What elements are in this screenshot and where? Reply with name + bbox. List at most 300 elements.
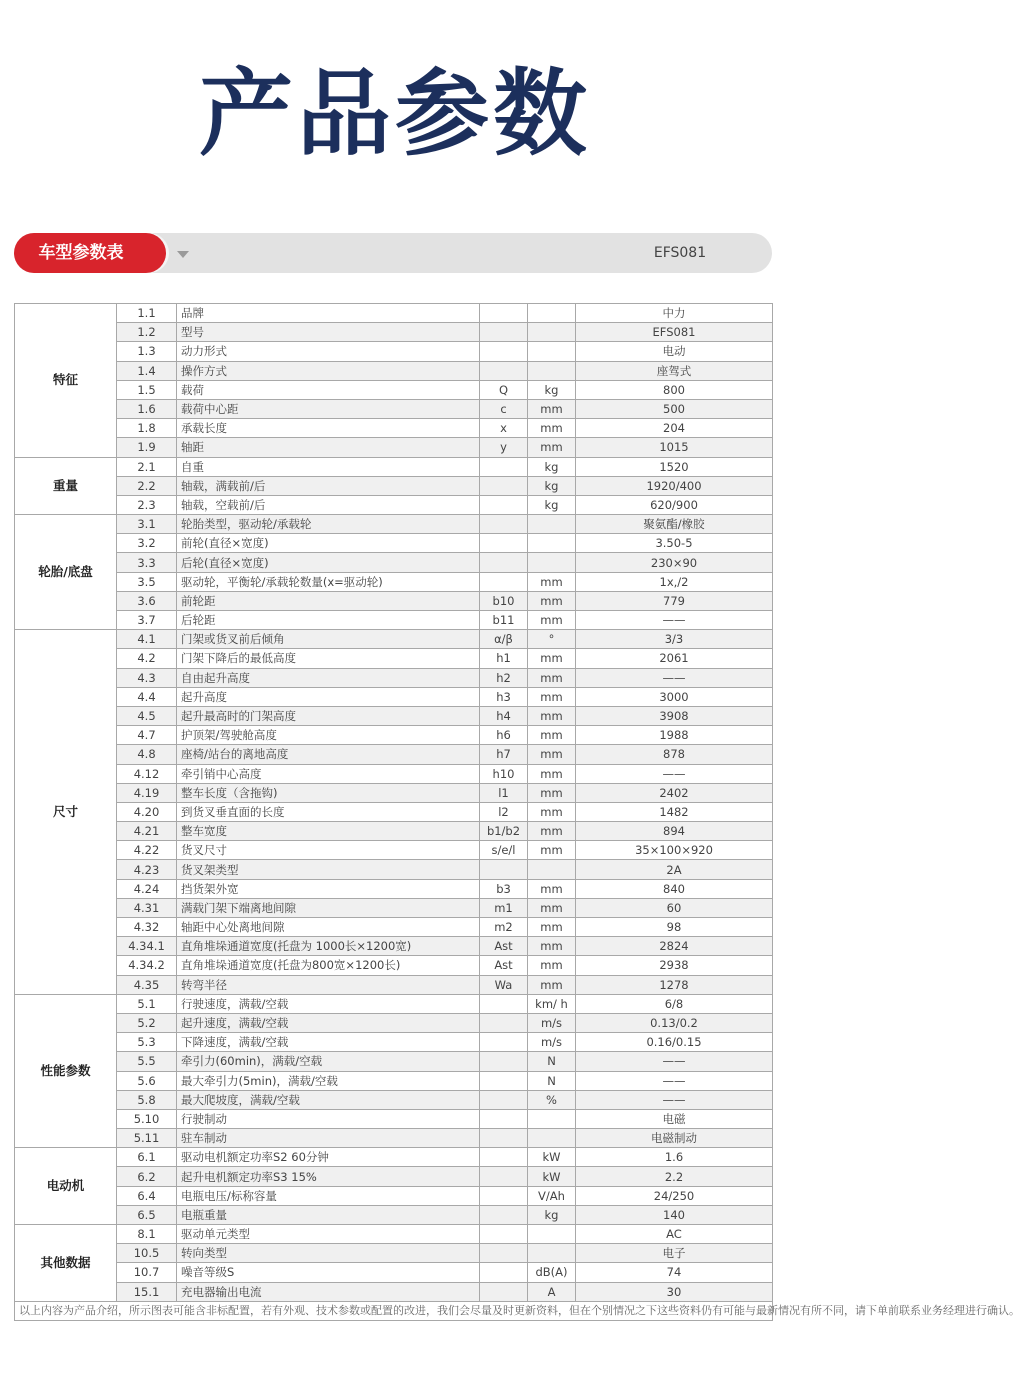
unit-cell: kg [528,476,576,495]
symbol-cell [480,860,528,879]
symbol-cell: Ast [480,937,528,956]
item-name-cell: 充电器输出电流 [177,1282,480,1301]
symbol-cell: y [480,438,528,457]
value-cell: 1.6 [576,1148,773,1167]
unit-cell: kg [528,457,576,476]
item-name-cell: 电瓶电压/标称容量 [177,1186,480,1205]
row-number-cell: 4.2 [117,649,177,668]
table-row [15,1090,773,1109]
value-cell: 1015 [576,438,773,457]
unit-cell [528,323,576,342]
unit-cell: mm [528,687,576,706]
value-cell: 2402 [576,783,773,802]
symbol-cell [480,1129,528,1148]
value-cell: 电磁制动 [576,1129,773,1148]
unit-cell: N [528,1071,576,1090]
symbol-cell [480,1052,528,1071]
item-name-cell: 货叉尺寸 [177,841,480,860]
table-row [15,649,773,668]
value-cell: 2A [576,860,773,879]
symbol-cell: Q [480,380,528,399]
item-name-cell: 挡货架外宽 [177,879,480,898]
value-cell: 60 [576,898,773,917]
symbol-cell: b3 [480,879,528,898]
table-row [15,1052,773,1071]
value-cell: 840 [576,879,773,898]
row-number-cell: 4.22 [117,841,177,860]
symbol-cell [480,1282,528,1301]
unit-cell: ° [528,630,576,649]
unit-cell [528,515,576,534]
item-name-cell: 轴载，满载前/后 [177,476,480,495]
table-row [15,706,773,725]
item-name-cell: 轴载，空载前/后 [177,495,480,514]
value-cell: EFS081 [576,323,773,342]
table-row [15,822,773,841]
unit-cell: mm [528,975,576,994]
value-cell: 878 [576,745,773,764]
item-name-cell: 前轮(直径×宽度) [177,534,480,553]
symbol-cell [480,1033,528,1052]
unit-cell: km/ h [528,994,576,1013]
unit-cell [528,1244,576,1263]
table-row [15,1301,773,1320]
table-row [15,572,773,591]
unit-cell: kW [528,1148,576,1167]
row-number-cell: 5.10 [117,1109,177,1128]
table-row [15,1282,773,1301]
symbol-cell [480,1167,528,1186]
row-number-cell: 4.34.1 [117,937,177,956]
row-number-cell: 4.34.2 [117,956,177,975]
table-row [15,323,773,342]
table-row [15,304,773,323]
row-number-cell: 1.6 [117,399,177,418]
unit-cell: % [528,1090,576,1109]
row-number-cell: 4.21 [117,822,177,841]
item-name-cell: 自重 [177,457,480,476]
table-row [15,745,773,764]
item-name-cell: 最大牵引力(5min)，满载/空载 [177,1071,480,1090]
item-name-cell: 驱动单元类型 [177,1225,480,1244]
unit-cell [528,1225,576,1244]
value-cell: 电子 [576,1244,773,1263]
unit-cell: mm [528,956,576,975]
row-number-cell: 15.1 [117,1282,177,1301]
unit-cell: mm [528,572,576,591]
unit-cell: kg [528,1205,576,1224]
table-row [15,419,773,438]
value-cell: 24/250 [576,1186,773,1205]
value-cell: 1520 [576,457,773,476]
item-name-cell: 行驶制动 [177,1109,480,1128]
item-name-cell: 动力形式 [177,342,480,361]
item-name-cell: 起升最高时的门架高度 [177,706,480,725]
unit-cell: m/s [528,1013,576,1032]
category-cell: 其他数据 [15,1225,117,1302]
unit-cell [528,553,576,572]
value-cell: 2824 [576,937,773,956]
table-row [15,898,773,917]
symbol-cell [480,994,528,1013]
table-row [15,956,773,975]
item-name-cell: 起升高度 [177,687,480,706]
unit-cell [528,1109,576,1128]
item-name-cell: 轮胎类型，驱动轮/承载轮 [177,515,480,534]
symbol-cell [480,1148,528,1167]
row-number-cell: 4.5 [117,706,177,725]
unit-cell [528,361,576,380]
table-row [15,630,773,649]
value-cell: 30 [576,1282,773,1301]
symbol-cell [480,1225,528,1244]
value-cell: 1482 [576,802,773,821]
table-row [15,476,773,495]
symbol-cell: b1/b2 [480,822,528,841]
value-cell: 140 [576,1205,773,1224]
symbol-cell: x [480,419,528,438]
unit-cell: mm [528,438,576,457]
item-name-cell: 整车长度（含拖钩) [177,783,480,802]
unit-cell [528,304,576,323]
table-row [15,668,773,687]
unit-cell [528,534,576,553]
row-number-cell: 2.2 [117,476,177,495]
unit-cell: mm [528,611,576,630]
row-number-cell: 5.8 [117,1090,177,1109]
unit-cell: mm [528,802,576,821]
item-name-cell: 后轮距 [177,611,480,630]
item-name-cell: 品牌 [177,304,480,323]
table-row [15,438,773,457]
value-cell: 中力 [576,304,773,323]
value-cell: 3908 [576,706,773,725]
category-cell: 尺寸 [15,630,117,995]
row-number-cell: 6.4 [117,1186,177,1205]
value-cell: 500 [576,399,773,418]
row-number-cell: 4.20 [117,802,177,821]
value-cell: 3000 [576,687,773,706]
symbol-cell: h7 [480,745,528,764]
value-cell: 聚氨酯/橡胶 [576,515,773,534]
row-number-cell: 4.31 [117,898,177,917]
unit-cell: mm [528,783,576,802]
item-name-cell: 最大爬坡度，满载/空载 [177,1090,480,1109]
symbol-cell: m2 [480,918,528,937]
value-cell: 0.16/0.15 [576,1033,773,1052]
table-row [15,764,773,783]
unit-cell: dB(A) [528,1263,576,1282]
symbol-cell [480,534,528,553]
row-number-cell: 3.5 [117,572,177,591]
table-row [15,361,773,380]
item-name-cell: 承载长度 [177,419,480,438]
symbol-cell [480,457,528,476]
row-number-cell: 3.3 [117,553,177,572]
table-row [15,515,773,534]
symbol-cell [480,1263,528,1282]
unit-cell: kg [528,495,576,514]
value-cell: —— [576,611,773,630]
spec-header-label: 车型参数表 [14,233,166,273]
symbol-cell [480,1186,528,1205]
unit-cell: mm [528,841,576,860]
table-row [15,1109,773,1128]
table-row [15,918,773,937]
item-name-cell: 起升电机额定功率S3 15% [177,1167,480,1186]
table-row [15,399,773,418]
unit-cell: mm [528,419,576,438]
row-number-cell: 3.6 [117,591,177,610]
unit-cell: kg [528,380,576,399]
unit-cell: mm [528,649,576,668]
value-cell: 1920/400 [576,476,773,495]
symbol-cell: h10 [480,764,528,783]
row-number-cell: 1.4 [117,361,177,380]
symbol-cell: m1 [480,898,528,917]
row-number-cell: 5.1 [117,994,177,1013]
item-name-cell: 轴距中心处离地间隙 [177,918,480,937]
row-number-cell: 4.23 [117,860,177,879]
row-number-cell: 4.32 [117,918,177,937]
value-cell: 894 [576,822,773,841]
unit-cell [528,860,576,879]
table-row [15,1167,773,1186]
row-number-cell: 8.1 [117,1225,177,1244]
table-row [15,1013,773,1032]
value-cell: 74 [576,1263,773,1282]
table-row [15,687,773,706]
unit-cell: mm [528,668,576,687]
item-name-cell: 到货叉垂直面的长度 [177,802,480,821]
item-name-cell: 噪音等级S [177,1263,480,1282]
table-row [15,380,773,399]
row-number-cell: 3.7 [117,611,177,630]
symbol-cell: l1 [480,783,528,802]
symbol-cell [480,1205,528,1224]
item-name-cell: 整车宽度 [177,822,480,841]
value-cell: 620/900 [576,495,773,514]
symbol-cell: Ast [480,956,528,975]
row-number-cell: 5.2 [117,1013,177,1032]
item-name-cell: 型号 [177,323,480,342]
table-row [15,1071,773,1090]
symbol-cell: h1 [480,649,528,668]
value-cell: 6/8 [576,994,773,1013]
table-row [15,611,773,630]
symbol-cell [480,476,528,495]
unit-cell: V/Ah [528,1186,576,1205]
symbol-cell: α/β [480,630,528,649]
symbol-cell [480,1071,528,1090]
value-cell: 1988 [576,726,773,745]
unit-cell: mm [528,745,576,764]
symbol-cell [480,323,528,342]
row-number-cell: 1.3 [117,342,177,361]
item-name-cell: 自由起升高度 [177,668,480,687]
row-number-cell: 5.5 [117,1052,177,1071]
value-cell: 0.13/0.2 [576,1013,773,1032]
table-row [15,841,773,860]
category-cell: 重量 [15,457,117,515]
table-row [15,994,773,1013]
table-row [15,457,773,476]
row-number-cell: 3.2 [117,534,177,553]
table-row [15,591,773,610]
row-number-cell: 5.6 [117,1071,177,1090]
row-number-cell: 4.12 [117,764,177,783]
symbol-cell [480,515,528,534]
page-title: 产品参数 [198,60,591,169]
symbol-cell [480,342,528,361]
symbol-cell: s/e/l [480,841,528,860]
row-number-cell: 4.8 [117,745,177,764]
value-cell: 电动 [576,342,773,361]
item-name-cell: 驱动轮，平衡轮/承载轮数量(x=驱动轮) [177,572,480,591]
item-name-cell: 护顶架/驾驶舱高度 [177,726,480,745]
symbol-cell: h6 [480,726,528,745]
unit-cell: mm [528,918,576,937]
value-cell: 2.2 [576,1167,773,1186]
unit-cell: mm [528,726,576,745]
symbol-cell [480,1090,528,1109]
row-number-cell: 4.19 [117,783,177,802]
value-cell: 800 [576,380,773,399]
table-row [15,1148,773,1167]
row-number-cell: 4.1 [117,630,177,649]
symbol-cell [480,1244,528,1263]
value-cell: —— [576,1090,773,1109]
row-number-cell: 1.8 [117,419,177,438]
row-number-cell: 5.3 [117,1033,177,1052]
category-cell: 特征 [15,304,117,458]
unit-cell: N [528,1052,576,1071]
value-cell: —— [576,1052,773,1071]
table-row [15,1263,773,1282]
table-row [15,1244,773,1263]
item-name-cell: 载荷中心距 [177,399,480,418]
table-row [15,860,773,879]
disclaimer-note: 以上内容为产品介绍，所示图表可能含非标配置，若有外观、技术参数或配置的改进，我们会尽量及时更新资料，但在个别情况之下这些资料仍有可能与最新情况有所不同，请下单前联系业务经理进行确认。 [15,1301,773,1320]
item-name-cell: 直角堆垛通道宽度(托盘为 1000长×1200宽) [177,937,480,956]
symbol-cell: b10 [480,591,528,610]
symbol-cell: h4 [480,706,528,725]
item-name-cell: 座椅/站台的离地高度 [177,745,480,764]
item-name-cell: 直角堆垛通道宽度(托盘为800宽×1200长) [177,956,480,975]
table-row [15,783,773,802]
value-cell: 座驾式 [576,361,773,380]
symbol-cell: c [480,399,528,418]
item-name-cell: 载荷 [177,380,480,399]
row-number-cell: 6.5 [117,1205,177,1224]
value-cell: 3.50-5 [576,534,773,553]
table-row [15,975,773,994]
row-number-cell: 2.3 [117,495,177,514]
unit-cell: mm [528,591,576,610]
item-name-cell: 牵引销中心高度 [177,764,480,783]
table-row [15,726,773,745]
row-number-cell: 4.7 [117,726,177,745]
value-cell: 3/3 [576,630,773,649]
chevron-down-icon[interactable] [177,251,189,258]
value-cell: 2061 [576,649,773,668]
table-row [15,495,773,514]
symbol-cell: Wa [480,975,528,994]
category-cell: 轮胎/底盘 [15,515,117,630]
symbol-cell: b11 [480,611,528,630]
unit-cell: kW [528,1167,576,1186]
item-name-cell: 牵引力(60min)，满载/空载 [177,1052,480,1071]
row-number-cell: 1.5 [117,380,177,399]
row-number-cell: 1.2 [117,323,177,342]
value-cell: 230×90 [576,553,773,572]
item-name-cell: 起升速度，满载/空载 [177,1013,480,1032]
symbol-cell [480,1013,528,1032]
table-row [15,1033,773,1052]
symbol-cell [480,304,528,323]
row-number-cell: 10.7 [117,1263,177,1282]
unit-cell: mm [528,764,576,783]
value-cell: 779 [576,591,773,610]
value-cell: —— [576,668,773,687]
unit-cell: m/s [528,1033,576,1052]
symbol-cell [480,553,528,572]
value-cell: 1278 [576,975,773,994]
unit-cell [528,1129,576,1148]
item-name-cell: 前轮距 [177,591,480,610]
row-number-cell: 1.9 [117,438,177,457]
item-name-cell: 货叉架类型 [177,860,480,879]
unit-cell [528,342,576,361]
value-cell: AC [576,1225,773,1244]
symbol-cell [480,572,528,591]
item-name-cell: 下降速度，满载/空载 [177,1033,480,1052]
symbol-cell: l2 [480,802,528,821]
category-cell: 性能参数 [15,994,117,1148]
value-cell: —— [576,1071,773,1090]
value-cell: 电磁 [576,1109,773,1128]
row-number-cell: 2.1 [117,457,177,476]
unit-cell: mm [528,937,576,956]
row-number-cell: 5.11 [117,1129,177,1148]
unit-cell: A [528,1282,576,1301]
item-name-cell: 行驶速度，满载/空载 [177,994,480,1013]
unit-cell: mm [528,822,576,841]
symbol-cell [480,495,528,514]
table-row [15,534,773,553]
symbol-cell: h3 [480,687,528,706]
item-name-cell: 门架下降后的最低高度 [177,649,480,668]
row-number-cell: 3.1 [117,515,177,534]
unit-cell: mm [528,706,576,725]
table-row [15,1186,773,1205]
value-cell: 1x,/2 [576,572,773,591]
item-name-cell: 后轮(直径×宽度) [177,553,480,572]
category-cell: 电动机 [15,1148,117,1225]
row-number-cell: 4.3 [117,668,177,687]
symbol-cell: h2 [480,668,528,687]
item-name-cell: 满载门架下端离地间隙 [177,898,480,917]
symbol-cell [480,1109,528,1128]
item-name-cell: 电瓶重量 [177,1205,480,1224]
item-name-cell: 轴距 [177,438,480,457]
row-number-cell: 1.1 [117,304,177,323]
table-row [15,1205,773,1224]
row-number-cell: 10.5 [117,1244,177,1263]
item-name-cell: 转弯半径 [177,975,480,994]
item-name-cell: 驻车制动 [177,1129,480,1148]
row-number-cell: 4.4 [117,687,177,706]
